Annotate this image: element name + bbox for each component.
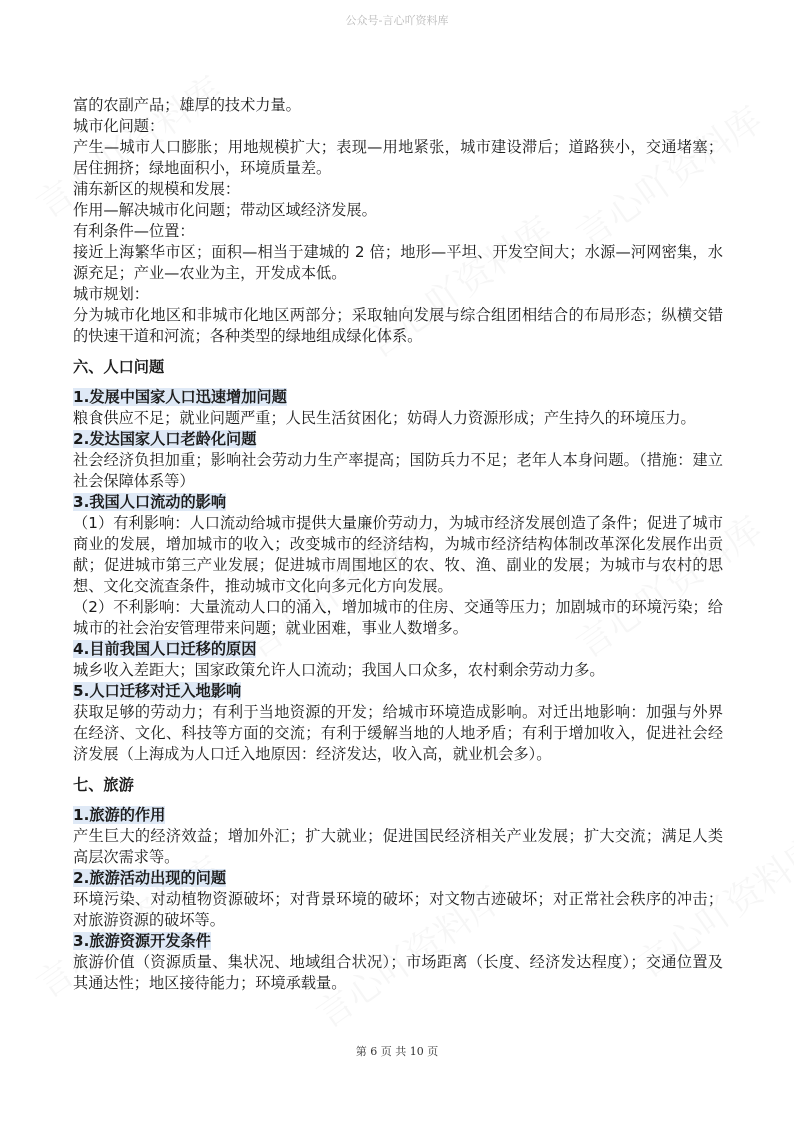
highlighted-heading-text: 1.旅游的作用	[73, 806, 166, 824]
paragraph: 产生—城市人口膨胀；用地规模扩大；表现—用地紧张，城市建设滞后；道路狭小，交通堵塞；居住拥挤；绿地面积小，环境质量差。	[73, 138, 723, 177]
document-body	[73, 95, 723, 994]
paragraph: 有利条件—位置：	[73, 222, 195, 240]
paragraph: 富的农副产品；雄厚的技术力量。	[73, 96, 301, 114]
page-number: 第 6 页 共 10 页	[355, 1045, 439, 1058]
paragraph: 社会经济负担加重；影响社会劳动力生产率提高；国防兵力不足；老年人本身问题。（措施：建立社会保障体系等）	[73, 451, 723, 490]
paragraph: 分为城市化地区和非城市化地区两部分；采取轴向发展与综合组团相结合的布局形态；纵横交错的快速干道和河流；各种类型的绿地组成绿化体系。	[73, 306, 723, 345]
paragraph: 城乡收入差距大；国家政策允许人口流动；我国人口众多，农村剩余劳动力多。	[73, 661, 605, 679]
subsection-heading	[73, 868, 723, 889]
highlighted-heading-text: 3.旅游资源开发条件	[73, 932, 211, 950]
highlighted-heading-text: 5.人口迁移对迁入地影响	[73, 682, 242, 700]
page-header: 公众号-言心吖资料库	[345, 14, 449, 27]
paragraph: 产生巨大的经济效益；增加外汇；扩大就业；促进国民经济相关产业发展；扩大交流；满足人类高层次需求等。	[73, 827, 723, 866]
paragraph: （1）有利影响：人口流动给城市提供大量廉价劳动力，为城市经济发展创造了条件；促进了城市商业的发展，增加城市的收入；改变城市的经济结构，为城市经济结构体制改革深化发展作出贡献；促进城市第三产业发展；促进城市周围地区的农、牧、渔、副业的发展；为城市与农村的思想、文化交流查条件，推动城市文化向多元化方向发展。	[73, 514, 723, 595]
paragraph: 城市化问题：	[73, 117, 165, 135]
highlighted-heading-text: 2.发达国家人口老龄化问题	[73, 430, 257, 448]
subsection-heading	[73, 429, 723, 450]
highlighted-heading-text: 1.发展中国家人口迅速增加问题	[73, 388, 287, 406]
subsection-heading	[73, 681, 723, 702]
paragraph: 获取足够的劳动力；有利于当地资源的开发；给城市环境造成影响。对迁出地影响：加强与外界在经济、文化、科技等方面的交流；有利于缓解当地的人地矛盾；有利于增加收入，促进社会经济发展（上海成为人口迁入地原因：经济发达，收入高，就业机会多）。	[73, 703, 723, 763]
section-heading: 六、人口问题	[73, 358, 165, 376]
highlighted-heading-text: 4.目前我国人口迁移的原因	[73, 640, 257, 658]
paragraph: 旅游价值（资源质量、集状况、地域组合状况）；市场距离（长度、经济发达程度）；交通位置及其通达性；地区接待能力；环境承载量。	[73, 953, 723, 992]
paragraph: 作用—解决城市化问题；带动区域经济发展。	[73, 201, 377, 219]
highlighted-heading-text: 3.我国人口流动的影响	[73, 493, 227, 511]
subsection-heading	[73, 931, 723, 952]
paragraph: （2）不利影响：大量流动人口的涌入，增加城市的住房、交通等压力；加剧城市的环境污染；给城市的社会治安管理带来问题；就业困难，事业人数增多。	[73, 598, 723, 637]
subsection-heading	[73, 492, 723, 513]
paragraph: 城市规划：	[73, 285, 149, 303]
subsection-heading	[73, 805, 723, 826]
paragraph: 浦东新区的规模和发展：	[73, 180, 241, 198]
subsection-heading	[73, 387, 723, 408]
paragraph: 环境污染、对动植物资源破坏；对背景环境的破坏；对文物古迹破坏；对正常社会秩序的冲击；对旅游资源的破坏等。	[73, 890, 723, 929]
paragraph: 接近上海繁华市区；面积—相当于建城的 2 倍；地形—平坦、开发空间大；水源—河网密集，水源充足；产业—农业为主，开发成本低。	[73, 243, 723, 282]
paragraph: 粮食供应不足；就业问题严重；人民生活贫困化；妨碍人力资源形成；产生持久的环境压力。	[73, 409, 696, 427]
highlighted-heading-text: 2.旅游活动出现的问题	[73, 869, 227, 887]
section-heading: 七、旅游	[73, 776, 134, 794]
subsection-heading	[73, 639, 723, 660]
